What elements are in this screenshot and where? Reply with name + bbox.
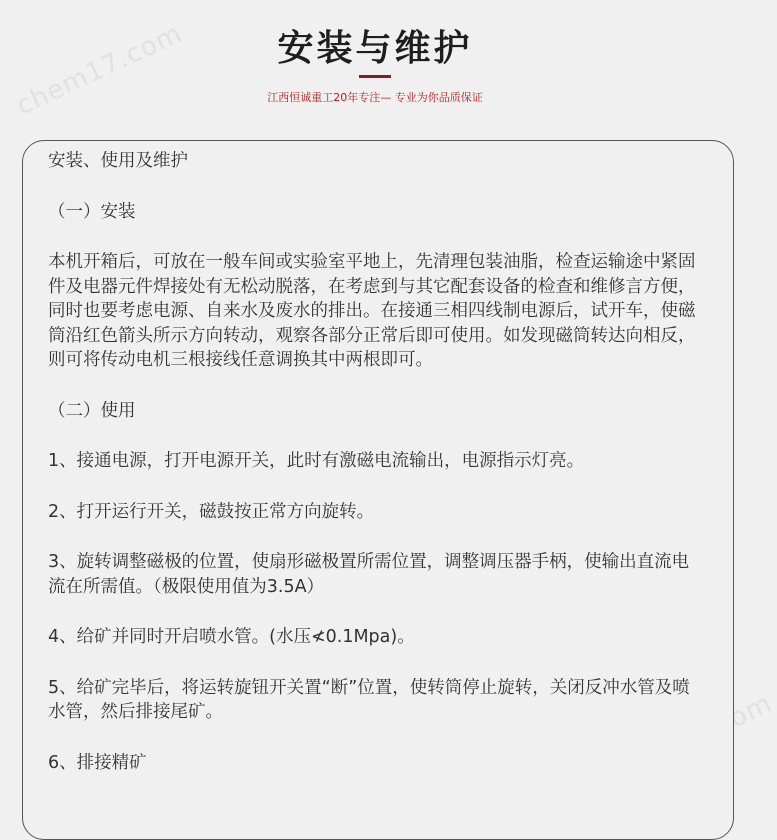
use-step-2: 2、打开运行开关，磁鼓按正常方向旋转。 [48,501,375,522]
content-body [48,149,698,801]
use-step-5: 5、给矿完毕后，将运转旋钮开关置“断”位置，使转筒停止旋转，关闭反冲水管及喷水管，然后排接尾矿。 [48,677,690,722]
title-underline [359,75,391,78]
use-step-1: 1、接通电源，打开电源开关，此时有激磁电流输出，电源指示灯亮。 [48,451,585,471]
use-step-3: 3、旋转调整磁极的位置，使扇形磁极置所需位置，调整调压器手柄，使输出直流电流在所需值。（极限使用值为3.5A） [48,552,690,597]
install-heading: （一）安装 [48,201,136,222]
use-step-4: 4、给矿并同时开启喷水管。(水压≮0.1Mpa)。 [48,627,415,647]
section-heading: 安装、使用及维护 [48,151,188,171]
install-paragraph: 本机开箱后，可放在一般车间或实验室平地上，先清理包装油脂，检查运输途中紧固件及电器元件焊接处有无松动脱落，在考虑到与其它配套设备的检查和维修言方便，同时也要考虑电源、自来水及废水的排出。在接通三相四线制电源后，试开车，使磁筒沿红色箭头所示方向转动，观察各部分正常后即可使用。如发现磁筒转达向相反，则可将传动电机三根接线任意调换其中两根即可。 [48,252,696,370]
use-step-6: 6、排接精矿 [48,752,147,773]
use-heading: （二）使用 [48,400,136,421]
tagline: 江西恒诚重工20年专注— 专业为你品质保证 [267,91,483,104]
watermark: chem17.com [12,18,187,122]
page-title: 安装与维护 [277,28,473,69]
